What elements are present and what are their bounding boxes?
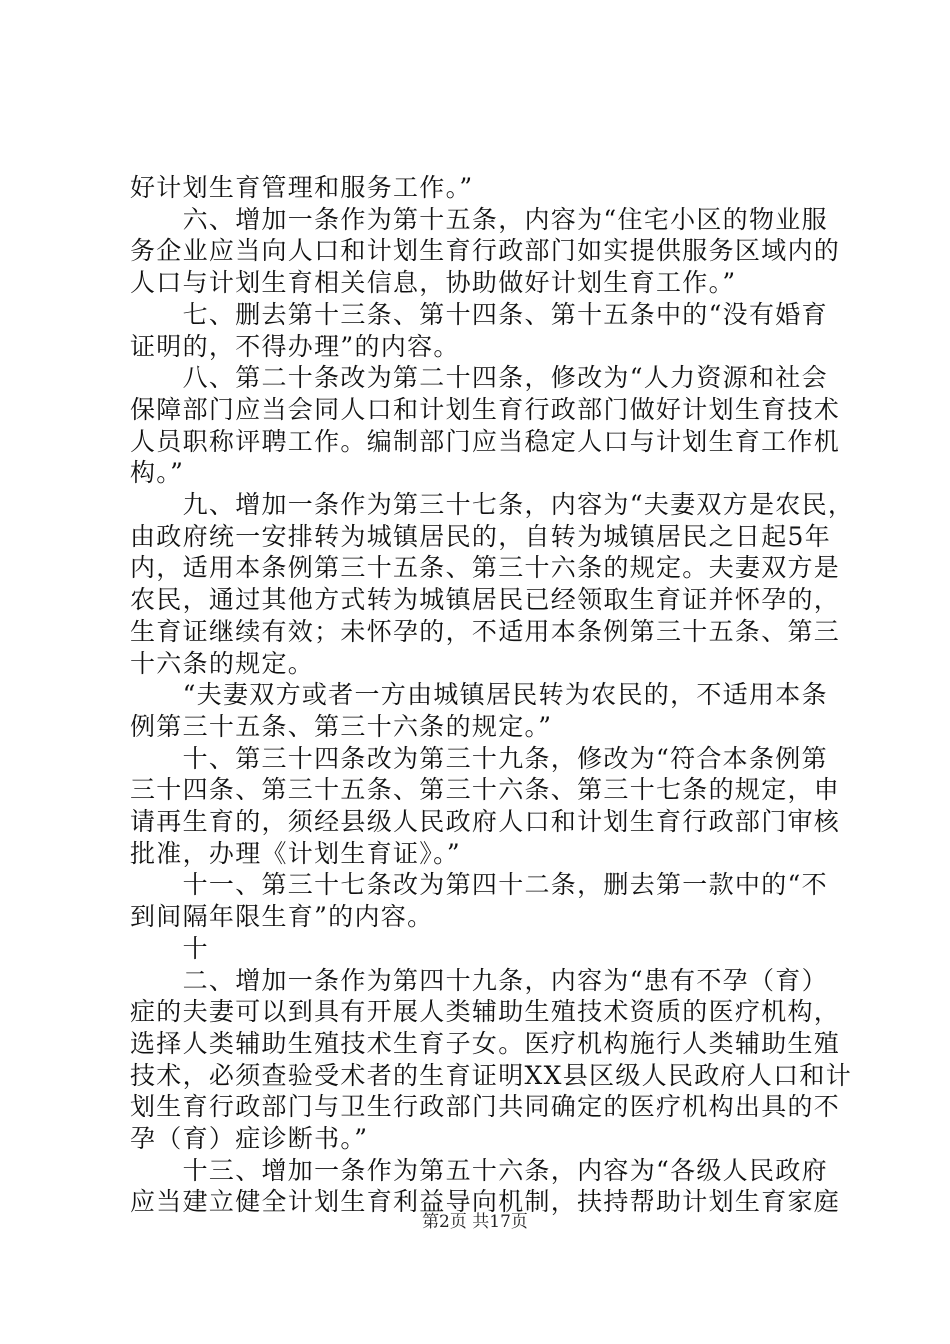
text-line: 技术，必须查验受术者的生育证明XX县区级人民政府人口和计 <box>130 1060 852 1090</box>
text-line: 八、第二十条改为第二十四条，修改为“人力资源和社会 <box>130 363 828 393</box>
text-line: 划生育行政部门与卫生行政部门共同确定的医疗机构出具的不 <box>130 1092 841 1122</box>
text-line: “夫妻双方或者一方由城镇居民转为农民的，不适用本条 <box>130 680 828 710</box>
text-line: 选择人类辅助生殖技术生育子女。医疗机构施行人类辅助生殖 <box>130 1028 841 1058</box>
text-line: 农民，通过其他方式转为城镇居民已经领取生育证并怀孕的， <box>130 585 841 615</box>
text-line: 十一、第三十七条改为第四十二条，删去第一款中的“不 <box>130 870 828 900</box>
text-line: 七、删去第十三条、第十四条、第十五条中的“没有婚育 <box>130 299 828 329</box>
text-line: 六、增加一条作为第十五条，内容为“住宅小区的物业服 <box>130 204 828 234</box>
text-line: 证明的，不得办理”的内容。 <box>130 331 460 361</box>
text-line: 三十四条、第三十五条、第三十六条、第三十七条的规定，申 <box>130 775 841 805</box>
text-line: 生育证继续有效；未怀孕的，不适用本条例第三十五条、第三 <box>130 616 841 646</box>
text-line: 请再生育的，须经县级人民政府人口和计划生育行政部门审核 <box>130 807 841 836</box>
text-line: 内，适用本条例第三十五条、第三十六条的规定。夫妻双方是 <box>130 553 841 583</box>
text-line: 人口与计划生育相关信息，协助做好计划生育工作。” <box>130 268 737 298</box>
text-line: 由政府统一安排转为城镇居民的，自转为城镇居民之日起5年 <box>130 521 832 551</box>
text-line: 十、第三十四条改为第三十九条，修改为“符合本条例第 <box>130 743 828 773</box>
text-line: 十六条的规定。 <box>130 648 315 678</box>
text-line: 十三、增加一条作为第五十六条，内容为“各级人民政府 <box>130 1155 828 1185</box>
text-line: 务企业应当向人口和计划生育行政部门如实提供服务区域内的 <box>130 236 841 266</box>
text-line: 到间隔年限生育”的内容。 <box>130 902 434 932</box>
text-line: 批准，办理《计划生育证》。” <box>130 838 461 868</box>
text-line: 人员职称评聘工作。编制部门应当稳定人口与计划生育工作机 <box>130 426 841 456</box>
text-line: 孕（育）症诊断书。” <box>130 1124 369 1153</box>
text-line: 应当建立健全计划生育利益导向机制，扶持帮助计划生育家庭 <box>130 1187 841 1217</box>
page-footer: 第2页 共17页 <box>422 1212 528 1232</box>
text-line: 例第三十五条、第三十六条的规定。” <box>130 711 553 741</box>
text-line: 二、增加一条作为第四十九条，内容为“患有不孕（育） <box>130 965 828 995</box>
text-line: 九、增加一条作为第三十七条，内容为“夫妻双方是农民， <box>130 490 855 519</box>
text-line: 保障部门应当会同人口和计划生育行政部门做好计划生育技术 <box>130 394 841 424</box>
text-line: 症的夫妻可以到具有开展人类辅助生殖技术资质的医疗机构， <box>130 997 841 1027</box>
text-line: 十 <box>130 933 209 963</box>
text-line: 构。” <box>130 458 185 488</box>
text-line: 好计划生育管理和服务工作。” <box>130 173 474 202</box>
